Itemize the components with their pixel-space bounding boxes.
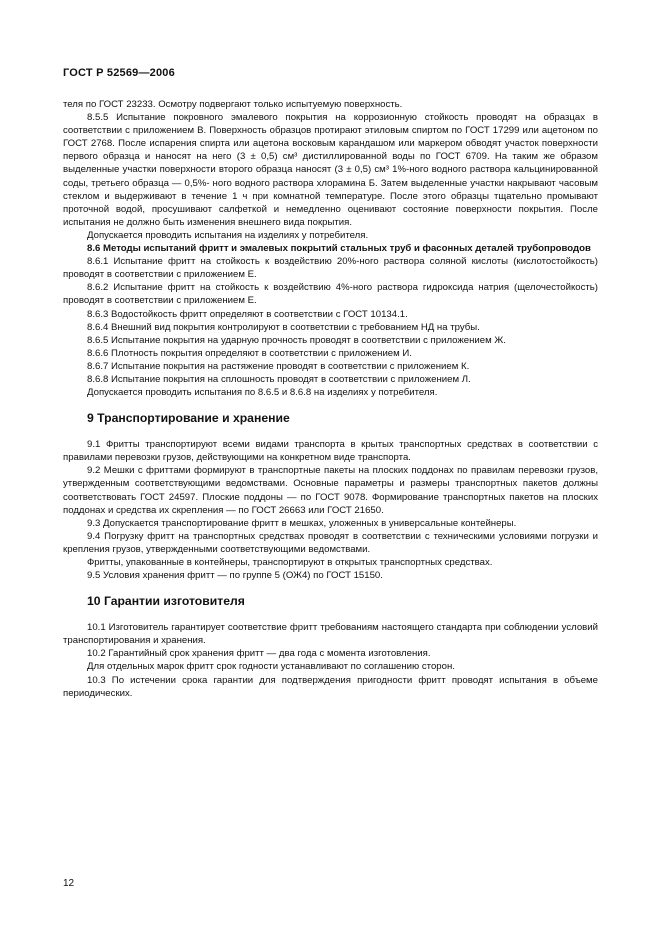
paragraph: Допускается проводить испытания по 8.6.5 и 8.6.8 на изделиях у потребителя. [87, 387, 438, 399]
section-heading: 10 Гарантии изготовителя [87, 594, 245, 609]
page-number: 12 [63, 878, 75, 889]
paragraph: 9.5 Условия хранения фритт — по группе 5 (ОЖ4) по ГОСТ 15150. [87, 570, 383, 582]
paragraph: 8.6.7 Испытание покрытия на растяжение проводят в соответствии с приложением К. [87, 360, 470, 372]
paragraph: 10.3 По истечении срока гарантии для подтверждения пригодности фритт проводят испытания в объеме периодических. [63, 674, 598, 699]
paragraph: Для отдельных марок фритт срок годности устанавливают по соглашению сторон. [87, 661, 455, 673]
paragraph: Допускается проводить испытания на изделиях у потребителя. [87, 229, 369, 241]
paragraph: 8.6.2 Испытание фритт на стойкость к воздействию 4%-ного раствора гидроксида натрия (щелочестойкость) проводят в соответствии с приложением Е. [63, 282, 598, 307]
document-header: ГОСТ Р 52569—2006 [63, 67, 175, 79]
paragraph: 8.6.6 Плотность покрытия определяют в соответствии с приложением И. [87, 347, 412, 359]
paragraph: 10.1 Изготовитель гарантирует соответствие фритт требованиям настоящего стандарта при соблюдении условий транспортирования и хранения. [63, 622, 598, 647]
paragraph: 8.6.5 Испытание покрытия на ударную прочность проводят в соответствии с приложением Ж. [87, 334, 506, 346]
paragraph: теля по ГОСТ 23233. Осмотру подвергают только испытуемую поверхность. [63, 99, 403, 110]
paragraph: 9.2 Мешки с фриттами формируют в транспортные пакеты на плоских поддонах по правилам перевозки грузов, утвержденным соответствующими ведомствами. Основные параметры и размеры транспортных пакетов должны соответствовать ГОСТ 24597. Плоские поддоны — по ГОСТ 9078. Формирование транспортных пакетов на плоских поддонах и средства их скрепления — по ГОСТ 26663 или ГОСТ 21650. [63, 465, 598, 516]
paragraph: 8.6.4 Внешний вид покрытия контролируют в соответствии с требованием НД на трубы. [87, 321, 480, 333]
paragraph: 9.1 Фритты транспортируют всеми видами транспорта в крытых транспортных средствах в соответствии с правилами перевозки грузов, действующими на конкретном виде транспорта. [63, 439, 598, 464]
paragraph: 9.3 Допускается транспортирование фритт в мешках, уложенных в универсальные контейнеры. [87, 517, 517, 529]
paragraph: 10.2 Гарантийный срок хранения фритт — два года с момента изготовления. [87, 648, 431, 660]
subsection-heading: 8.6 Методы испытаний фритт и эмалевых покрытий стальных труб и фасонных деталей трубопроводов [87, 243, 591, 255]
paragraph: 8.6.1 Испытание фритт на стойкость к воздействию 20%-ного раствора соляной кислоты (кислотостойкость) проводят в соответствии с приложением Е. [63, 256, 598, 281]
paragraph: 8.6.8 Испытание покрытия на сплошность проводят в соответствии с приложением Л. [87, 373, 471, 385]
paragraph: 9.4 Погрузку фритт на транспортных средствах проводят в соответствии с техническими условиями погрузки и крепления грузов, утвержденными соответствующими ведомствами. [63, 530, 598, 555]
paragraph: 8.6.3 Водостойкость фритт определяют в соответствии с ГОСТ 10134.1. [87, 308, 408, 320]
paragraph: Фритты, упакованные в контейнеры, транспортируют в открытых транспортных средствах. [87, 557, 493, 568]
paragraph: 8.5.5 Испытание покровного эмалевого покрытия на коррозионную стойкость проводят на образцах в соответствии с приложением В. Поверхность образцов протирают этиловым спиртом по ГОСТ 17299 или ацетоном по ГОСТ 2768. После испарения спирта или ацетона восковым карандашом или маркером обводят участок поверхности первого образца и наносят на него (3 ± 0,5) см³ дистиллированной воды по ГОСТ 6709. На таким же образом выделенные участки поверхности второго образца наносят (3 ± 0,5) см³ 1%-ного водного раствора кальцинированной соды, третьего образца — 0,5%- ного водного раствора хлорамина Б. Затем выделенные участки накрывают часовым стеклом и выдерживают в течение 1 ч при комнатной температуре. После этого образцы тщательно промывают проточной водой, просушивают салфеткой и немедленно оценивают состояние поверхности покрытия. После испытания не должно быть изменения внешнего вида покрытия. [63, 112, 598, 228]
document-body [63, 98, 598, 700]
section-heading: 9 Транспортирование и хранение [87, 411, 290, 426]
